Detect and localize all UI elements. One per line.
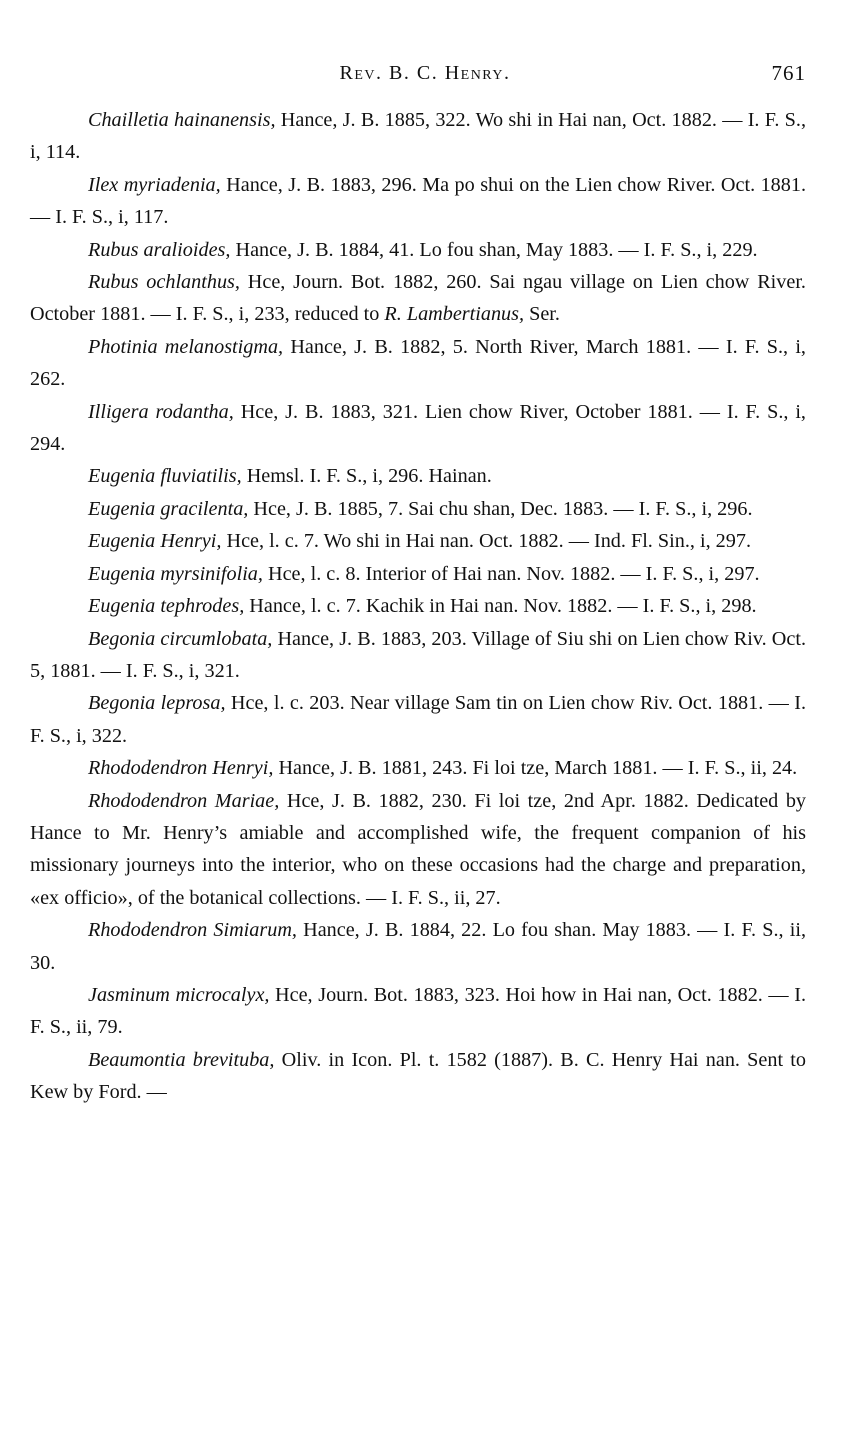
species-name: Rubus ochlanthus,: [88, 271, 240, 294]
species-entry: [30, 396, 806, 461]
species-name: Eugenia Henryi,: [88, 530, 222, 553]
species-entry: [30, 1044, 806, 1109]
species-name: Eugenia fluviatilis,: [88, 465, 242, 488]
species-name: Ilex myriadenia,: [88, 173, 221, 196]
species-entry: [30, 979, 806, 1044]
page-header: [0, 58, 850, 88]
species-entry: [30, 460, 806, 492]
species-name: Eugenia tephrodes,: [88, 595, 245, 618]
species-name: Rubus aralioides,: [88, 238, 231, 261]
entry-citation: Hce, J. B. 1883, 321. Lien chow River, October 1881. — I. F. S., i, 294.: [30, 400, 806, 456]
entry-citation: Hce, l. c. 7. Wo shi in Hai nan. Oct. 1882. — Ind. Fl. Sin., i, 297.: [221, 530, 752, 553]
synonym-name: R. Lambertianus,: [384, 303, 525, 326]
entry-citation: Hce, J. B. 1885, 7. Sai chu shan, Dec. 1883. — I. F. S., i, 296.: [248, 497, 753, 520]
entry-citation: Hce, l. c. 203. Near village Sam tin on Lien chow Riv. Oct. 1881. — I. F. S., i, 322.: [30, 692, 806, 747]
species-name: Eugenia gracilenta,: [88, 497, 249, 520]
species-name: Chailletia hainanensis,: [88, 109, 276, 131]
species-entry: [30, 169, 806, 234]
species-entry: [30, 234, 806, 266]
entry-citation: Hance, J. B. 1884, 41. Lo fou shan, May 1883. — I. F. S., i, 229.: [230, 238, 758, 261]
entry-citation: Hance, J. B. 1884, 22. Lo fou shan. May 1883. — I. F. S., ii, 30.: [30, 919, 806, 974]
species-entry: [30, 623, 806, 688]
species-list: [30, 104, 806, 1109]
species-name: Photinia melanostigma,: [88, 335, 284, 358]
running-head: Rev. B. C. Henry.: [339, 62, 511, 84]
species-entry: [30, 525, 806, 557]
entry-citation: Hce, Journ. Bot. 1882, 260. Sai ngau village on Lien chow River. October 1881. — I. F. S., i, 233, reduced to: [30, 271, 806, 326]
entry-citation: Hance, l. c. 7. Kachik in Hai nan. Nov. 1882. — I. F. S., i, 298.: [244, 595, 757, 618]
entry-citation-end: Ser.: [524, 303, 560, 326]
species-entry: [30, 590, 806, 622]
entry-citation: Hance, J. B. 1883, 203. Village of Siu shi on Lien chow Riv. Oct. 5, 1881. — I. F. S., i, 321.: [30, 627, 806, 682]
species-name: Rhododendron Mariae,: [88, 789, 280, 812]
entry-citation: Hance, J. B. 1881, 243. Fi loi tze, March 1881. — I. F. S., ii, 24.: [273, 757, 798, 780]
species-name: Rhododendron Henryi,: [88, 757, 274, 780]
species-entry: [30, 558, 806, 590]
entry-citation: Hance, J. B. 1883, 296. Ma po shui on the Lien chow River. Oct. 1881. — I. F. S., i, 117.: [30, 173, 806, 229]
species-entry: [30, 266, 806, 331]
species-entry: [30, 104, 806, 169]
species-entry: [30, 752, 806, 784]
species-entry: [30, 331, 806, 396]
species-name: Beaumontia brevituba,: [88, 1048, 275, 1071]
species-name: Eugenia myrsinifolia,: [88, 562, 263, 585]
species-entry: [30, 687, 806, 752]
species-name: Begonia circumlobata,: [88, 627, 273, 650]
species-name: Illigera rodantha,: [88, 400, 234, 423]
entry-citation: Oliv. in Icon. Pl. t. 1582 (1887). B. C. Henry Hai nan. Sent to Kew by Ford. —: [30, 1048, 806, 1104]
species-name: Begonia leprosa,: [88, 692, 226, 715]
entry-citation: Hce, J. B. 1882, 230. Fi loi tze, 2nd Apr. 1882. Dedicated by Hance to Mr. Henry’s amiable and accomplished wife, the frequent companion of his missionary journeys into the interior, who on these occasions had the charge and preparation, «ex officio», of the botanical collections. — I. F. S., ii, 27.: [30, 789, 807, 909]
species-entry: [30, 785, 806, 915]
entry-citation: Hance, J. B. 1882, 5. North River, March 1881. — I. F. S., i, 262.: [30, 335, 806, 391]
species-name: Rhododendron Simiarum,: [88, 919, 297, 942]
species-entry: [30, 914, 806, 979]
entry-citation: Hemsl. I. F. S., i, 296. Hainan.: [241, 465, 492, 488]
species-name: Jasminum microcalyx,: [88, 983, 270, 1006]
entry-citation: Hce, l. c. 8. Interior of Hai nan. Nov. 1882. — I. F. S., i, 297.: [262, 562, 760, 585]
entry-citation: Hance, J. B. 1885, 322. Wo shi in Hai nan, Oct. 1882. — I. F. S., i, 114.: [30, 109, 806, 164]
entry-citation: Hce, Journ. Bot. 1883, 323. Hoi how in Hai nan, Oct. 1882. — I. F. S., ii, 79.: [30, 983, 806, 1039]
page-number: 761: [771, 61, 806, 85]
species-entry: [30, 493, 806, 525]
